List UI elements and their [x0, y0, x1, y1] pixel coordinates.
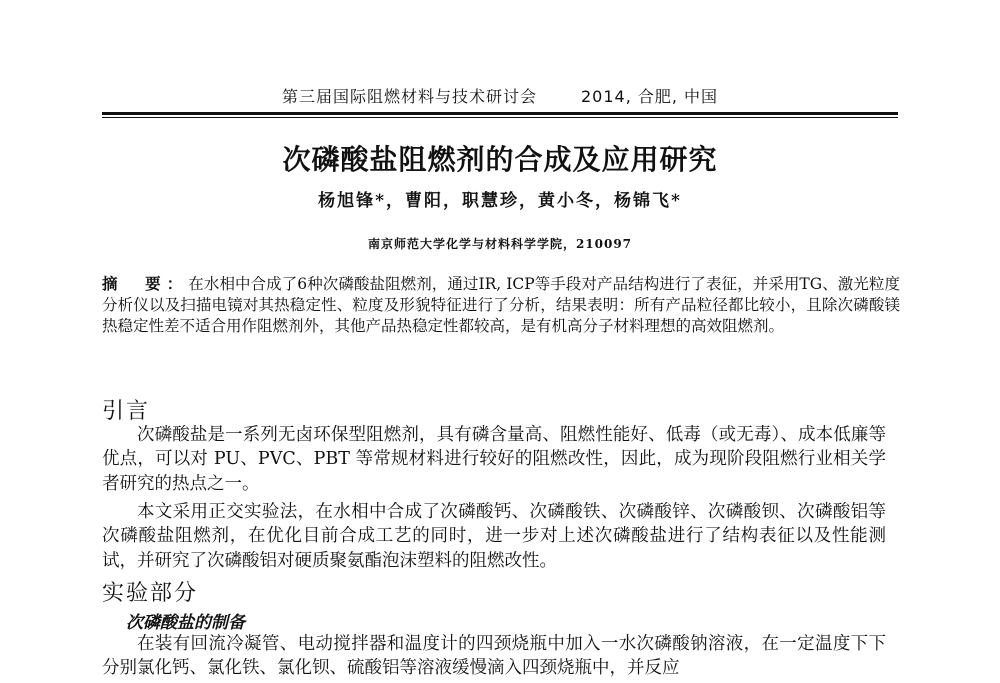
conference-year-location: 2014, 合肥, 中国 [580, 87, 719, 106]
header-rule-thick [102, 112, 898, 115]
conference-header [102, 78, 898, 118]
intro-paragraph-1: 次磷酸盐是一系列无卤环保型阻燃剂，具有磷含量高、阻燃性能好、低毒（或无毒）、成本低廉等优点，可以对 PU、PVC、PBT 等常规材料进行较好的阻燃改性，因此，成为现阶段阻燃行业相关学者研究的热点之一。 [102, 425, 886, 494]
intro-paragraph-2: 本文采用正交实验法，在水相中合成了次磷酸钙、次磷酸铁、次磷酸锌、次磷酸钡、次磷酸铝等次磷酸盐阻燃剂，在优化目前合成工艺的同时，进一步对上述次磷酸盐进行了结构表征以及性能测试，并研究了次磷酸铝对硬质聚氨酯泡沫塑料的阻燃改性。 [102, 502, 886, 571]
subsection-heading-preparation: 次磷酸盐的制备 [126, 613, 245, 633]
abstract-text: 在水相中合成了6种次磷酸盐阻燃剂，通过IR, ICP等手段对产品结构进行了表征，并采用TG、激光粒度分析仪以及扫描电镜对其热稳定性、粒度及形貌特征进行了分析，结果表明：所有产品粒径都比较小，且除次磷酸镁热稳定性差不适合用作阻燃剂外，其他产品热稳定性都较高，是有机高分子材料理想的高效阻燃剂。 [102, 275, 900, 335]
affiliation: 南京师范大学化学与材料科学学院，210097 [367, 237, 633, 251]
conference-header-text [102, 84, 898, 107]
header-rule-thin [102, 117, 898, 118]
author-list: 杨旭锋*，曹阳，职慧珍，黄小冬，杨锦飞* [318, 191, 682, 211]
paper-title: 次磷酸盐阻燃剂的合成及应用研究 [282, 143, 718, 176]
section-heading-experimental: 实验部分 [102, 581, 199, 606]
abstract [102, 273, 900, 337]
experimental-paragraph: 在装有回流冷凝管、电动搅拌器和温度计的四颈烧瓶中加入一水次磷酸钠溶液，在一定温度下下分别氯化钙、氯化铁、氯化钡、硫酸铝等溶液缓慢滴入四颈烧瓶中，并反应 [102, 634, 886, 679]
abstract-label: 摘 要： [102, 274, 189, 293]
conference-name: 第三届国际阻燃材料与技术研讨会 [281, 87, 537, 106]
section-heading-intro: 引言 [102, 399, 151, 424]
